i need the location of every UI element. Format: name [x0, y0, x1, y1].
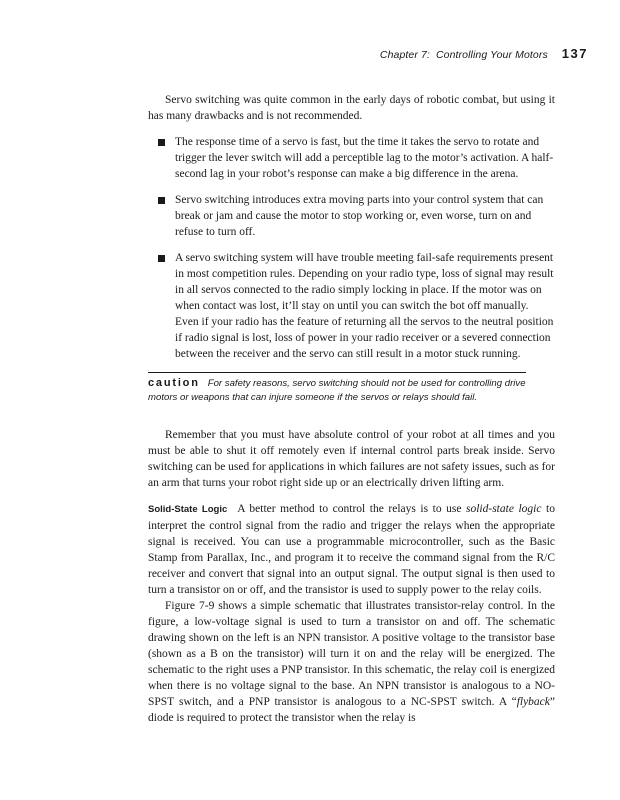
solid-state-text-2: to interpret the control signal from the radio and trigger the relays when the appropriate signal is received. You can use a programmable microcontroller, such as the Basic Stamp from Parallax, Inc., and program it to receive the command signal from the R/C receiver and convert that signal into an output signal. The output signal is then used to turn a transistor on or off, and the transistor is used to supply power to the relay coils.: [148, 503, 555, 596]
section-heading: Solid-State Logic: [148, 504, 228, 515]
bullet-square-icon: [158, 139, 165, 146]
caution-label: caution: [148, 377, 200, 389]
list-item: [148, 250, 555, 362]
solid-state-text-1: A better method to control the relays is to use: [237, 503, 467, 515]
solid-state-paragraph: [148, 501, 555, 598]
figure-text-2: ” diode is required to protect the transistor when the relay is: [148, 696, 555, 724]
bullet-square-icon: [158, 197, 165, 204]
intro-paragraph: Servo switching was quite common in the early days of robotic combat, but using it has many drawbacks and is not recommended.: [148, 94, 555, 122]
caution-box: [148, 372, 526, 405]
page-body: [148, 92, 555, 726]
list-item-text: Servo switching introduces extra moving parts into your control system that can break or jam and cause the motor to stop working or, even worse, turn on and refuse to turn off.: [175, 194, 544, 238]
solid-state-emphasis: solid-state logic: [466, 503, 542, 515]
list-item-text: The response time of a servo is fast, but the time it takes the servo to rotate and trigger the lever switch will add a perceptible lag to the motor’s activation. A half-second lag in your robot’s response can make a big difference in the arena.: [175, 136, 554, 180]
figure-paragraph: [148, 598, 555, 726]
drawbacks-list: [148, 134, 555, 362]
list-item: [148, 192, 555, 240]
list-item-text: A servo switching system will have trouble meeting fail-safe requirements present in most competition rules. Depending on your radio type, loss of signal may result in all servos connected to the radio simply locking in place. If the motor was on when contact was lost, it’ll stay on until you can switch the bot off manually. Even if your radio has the feature of returning all the servos to the neutral position if radio signal is lost, loss of power in your radio receiver or a severed connection between the receiver and the servo can still result in a motor stuck running.: [175, 252, 554, 360]
flyback-emphasis: flyback: [516, 696, 550, 708]
remember-paragraph: Remember that you must have absolute control of your robot at all times and you must be able to shut it off remotely even if internal control parts break inside. Servo switching can be used for applications in which failures are not safety issues, such as for an arm that turns your robot right side up or an electrically driven lifting arm.: [148, 429, 555, 489]
page-number: 137: [561, 46, 588, 61]
running-header: [380, 46, 588, 61]
chapter-title: Controlling Your Motors: [435, 49, 548, 61]
list-item: [148, 134, 555, 182]
bullet-square-icon: [158, 255, 165, 262]
caution-text: For safety reasons, servo switching should not be used for controlling drive motors or weapons that can injure someone if the servos or relays should fail.: [148, 378, 526, 403]
chapter-label: Chapter 7:: [379, 49, 430, 61]
figure-text-1: Figure 7-9 shows a simple schematic that illustrates transistor-relay control. In the figure, a low-voltage signal is used to turn a transistor on and off. The schematic drawing shown on the left is an NPN transistor. A positive voltage to the transistor base (shown as a B on the transistor) will turn it on and the relay will be energized. The schematic to the right uses a PNP transistor. In this schematic, the relay coil is energized when there is no voltage signal to the base. An NPN transistor is analogous to a NO-SPST switch, and a PNP transistor is analogous to a NC-SPST switch. A “: [148, 600, 555, 708]
